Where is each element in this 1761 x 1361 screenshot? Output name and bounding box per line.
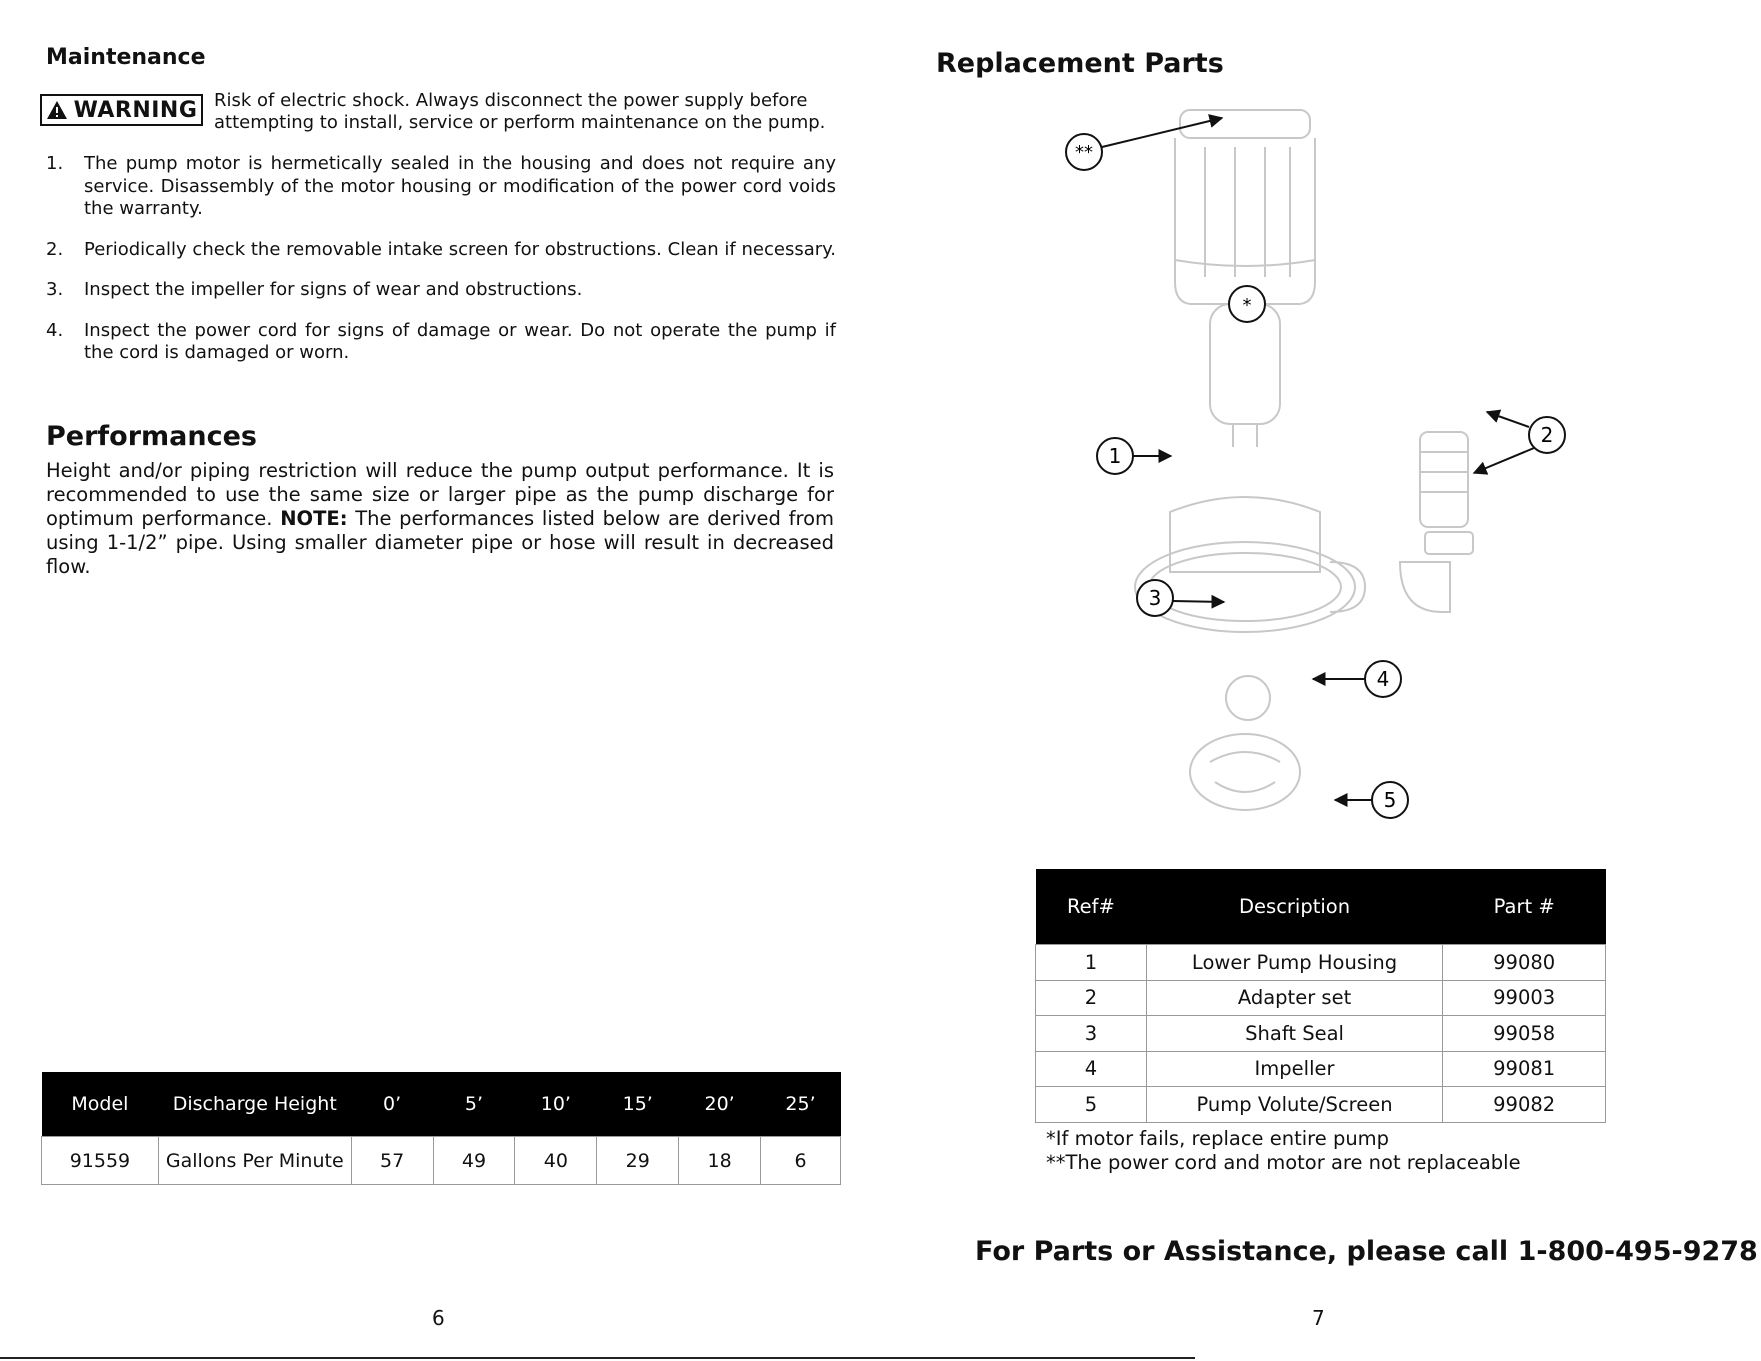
adapter-set-sketch [1400, 432, 1473, 612]
part-number-cell: 99080 [1443, 945, 1606, 981]
ref-cell: 4 [1036, 1051, 1147, 1087]
column-header: 15’ [597, 1072, 679, 1137]
table-cell: 6 [761, 1137, 841, 1185]
warning-line-1: Risk of electric shock. Always disconnect the power supply before [214, 90, 808, 111]
part-number-cell: 99082 [1443, 1087, 1606, 1123]
callout-label: * [1242, 295, 1252, 316]
callout-label: 3 [1148, 586, 1162, 610]
performances-text-after: The performances listed below are derived from using 1-1/2” pipe. Using smaller diameter pipe or hose will result in decreased flow. [46, 507, 834, 578]
step-number: 2. [46, 238, 64, 260]
step-text: Periodically check the removable intake screen for obstructions. Clean if necessary. [84, 238, 836, 260]
table-cell: 29 [597, 1137, 679, 1185]
performances-heading: Performances [46, 421, 257, 452]
table-row [1036, 980, 1606, 1016]
callout-2 [1474, 412, 1565, 473]
list-item [46, 279, 836, 302]
description-cell: Impeller [1146, 1051, 1443, 1087]
table-cell: 40 [515, 1137, 597, 1185]
table-row [1036, 1016, 1606, 1052]
table-row [42, 1137, 841, 1185]
callout-label: 1 [1108, 444, 1122, 468]
column-header: 25’ [761, 1072, 841, 1137]
parts-table-header [1036, 869, 1606, 945]
description-cell: Adapter set [1146, 980, 1443, 1016]
callout-label: 4 [1376, 667, 1390, 691]
column-header: Ref# [1036, 869, 1147, 945]
description-cell: Shaft Seal [1146, 1016, 1443, 1052]
description-cell: Lower Pump Housing [1146, 945, 1443, 981]
list-item [46, 239, 836, 262]
column-header: 5’ [433, 1072, 515, 1137]
callout-motor [1229, 286, 1265, 322]
table-row [1036, 1087, 1606, 1123]
column-header: 0’ [351, 1072, 433, 1137]
warning-label: WARNING [73, 97, 198, 123]
description-cell: Pump Volute/Screen [1146, 1087, 1443, 1123]
maintenance-steps [46, 153, 836, 383]
part-number-cell: 99058 [1443, 1016, 1606, 1052]
column-header: 10’ [515, 1072, 597, 1137]
column-header: Description [1146, 869, 1443, 945]
table-cell: 91559 [42, 1137, 159, 1185]
shaft-seal-sketch [1226, 676, 1270, 720]
warning-line-2: attempting to install, service or perform maintenance on the pump. [214, 112, 826, 133]
callout-label: 5 [1383, 788, 1397, 812]
lower-housing-sketch [1135, 497, 1365, 632]
exploded-parts-diagram [1050, 92, 1590, 852]
column-header: Model [42, 1072, 159, 1137]
column-header: Part # [1443, 869, 1606, 945]
performance-table [41, 1072, 841, 1185]
ref-cell: 1 [1036, 945, 1147, 981]
callout-3 [1137, 580, 1224, 616]
step-number: 3. [46, 279, 64, 300]
power-cord-note: **The power cord and motor are not replaceable [1046, 1151, 1521, 1174]
part-number-cell: 99003 [1443, 980, 1606, 1016]
performances-paragraph [46, 459, 834, 579]
maintenance-heading: Maintenance [46, 45, 206, 70]
ref-cell: 3 [1036, 1016, 1147, 1052]
table-row [1036, 1051, 1606, 1087]
table-row [1036, 945, 1606, 981]
table-cell: Gallons Per Minute [158, 1137, 351, 1185]
impeller-sketch [1190, 734, 1300, 810]
table-cell: 57 [351, 1137, 433, 1185]
callout-5 [1335, 782, 1408, 818]
column-header: Discharge Height [158, 1072, 351, 1137]
bottom-divider [0, 1357, 1195, 1359]
callout-4 [1313, 661, 1401, 697]
step-text: Inspect the impeller for signs of wear and obstructions. [84, 279, 583, 300]
list-item [46, 153, 836, 221]
replacement-parts-heading: Replacement Parts [936, 48, 1224, 79]
list-item [46, 320, 836, 365]
warning-badge [40, 94, 203, 126]
ref-cell: 5 [1036, 1087, 1147, 1123]
page-number-right: 7 [1312, 1306, 1325, 1330]
performance-table-header [42, 1072, 841, 1137]
part-number-cell: 99081 [1443, 1051, 1606, 1087]
motor-note: *If motor fails, replace entire pump [1046, 1127, 1390, 1150]
step-text: Inspect the power cord for signs of damage or wear. Do not operate the pump if the cord is damaged or worn. [84, 319, 836, 363]
callout-1 [1097, 438, 1171, 474]
note-label: NOTE: [280, 507, 348, 530]
table-cell: 49 [433, 1137, 515, 1185]
page-number-left: 6 [432, 1306, 445, 1330]
step-number: 4. [46, 319, 64, 341]
callout-motor-cord [1066, 118, 1222, 170]
column-header: 20’ [679, 1072, 761, 1137]
callout-label: 2 [1540, 423, 1554, 447]
step-number: 1. [46, 153, 64, 174]
assistance-phone-line: For Parts or Assistance, please call 1-800-495-9278 [975, 1236, 1758, 1267]
performances-text-before: Height and/or piping restriction will reduce the pump output performance. It is recommended to use the same size or larger pipe as the pump discharge for optimum performance. [46, 459, 834, 530]
table-cell: 18 [679, 1137, 761, 1185]
step-text: The pump motor is hermetically sealed in the housing and does not require any service. Disassembly of the motor housing or modification of the power cord voids the warranty. [84, 153, 836, 219]
warning-text [214, 90, 834, 134]
ref-cell: 2 [1036, 980, 1147, 1016]
parts-table [1035, 869, 1606, 1123]
pump-sketch [1135, 110, 1473, 810]
motor-housing-sketch [1175, 110, 1315, 447]
warning-triangle-icon [46, 100, 68, 120]
callout-label: ** [1075, 142, 1093, 163]
